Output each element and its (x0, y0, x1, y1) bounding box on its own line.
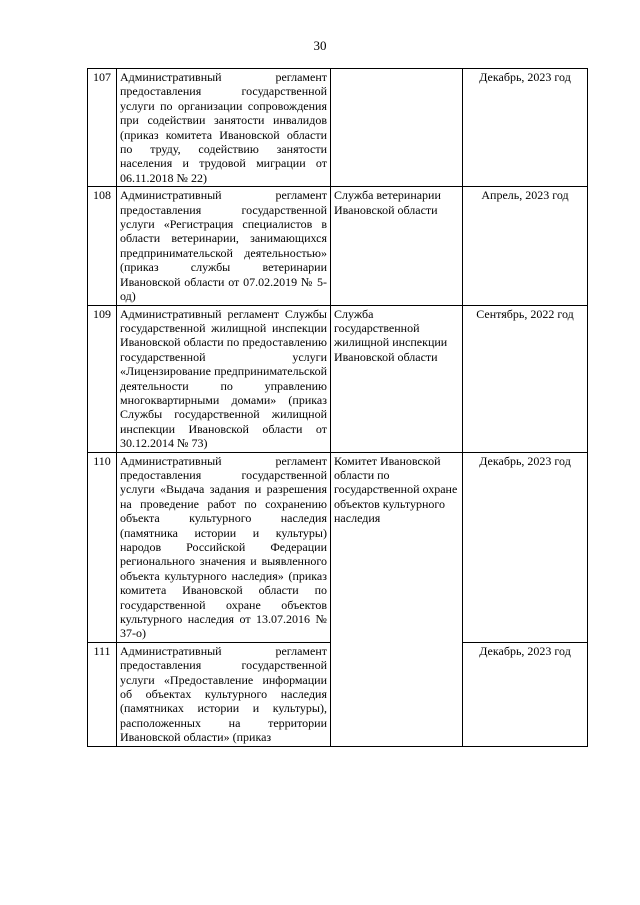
row-number: 107 (88, 69, 117, 187)
regulation-title: Административный регламент предоставления государственной услуги «Регистрация специалистов в области ветеринарии, занимающихся предпринимательской деятельностью» (приказ службы ветеринарии Ивановской области от 07.02.2019 № 5-од) (117, 187, 331, 305)
row-number: 109 (88, 305, 117, 452)
regulation-title: Административный регламент предоставления государственной услуги «Предоставление информации об объектах культурного наследия (памятниках истории и культуры), расположенных на территории Ивановской области» (приказ (117, 642, 331, 746)
deadline-date: Апрель, 2023 год (463, 187, 588, 305)
responsible-organization: Комитет Ивановской области по государственной охране объектов культурного наследия (331, 452, 463, 746)
row-number: 108 (88, 187, 117, 305)
table-row (88, 305, 588, 452)
row-number: 111 (88, 642, 117, 746)
responsible-organization: Служба ветеринарии Ивановской области (331, 187, 463, 305)
regulation-title: Административный регламент предоставления государственной услуги «Выдача задания и разрешения на проведение работ по сохранению объекта культурного наследия (памятника истории и культуры) народов Российской Федерации регионального значения и выявленного объекта культурного наследия» (приказ комитета Ивановской области по государственной охране объектов культурного наследия от 13.07.2016 № 37-о) (117, 452, 331, 642)
deadline-date: Декабрь, 2023 год (463, 642, 588, 746)
regulation-title: Административный регламент Службы государственной жилищной инспекции Ивановской области по предоставлению государственной услуги «Лицензирование предпринимательской деятельности по управлению многоквартирными домами» (приказ Службы государственной жилищной инспекции Ивановской области от 30.12.2014 № 73) (117, 305, 331, 452)
deadline-date: Сентябрь, 2022 год (463, 305, 588, 452)
table-row (88, 69, 588, 187)
regulations-table (87, 68, 588, 747)
regulation-title: Административный регламент предоставления государственной услуги по организации сопровождения при содействии занятости инвалидов (приказ комитета Ивановской области по труду, содействию занятости населения и трудовой миграции от 06.11.2018 № 22) (117, 69, 331, 187)
responsible-organization: Служба государственной жилищной инспекции Ивановской области (331, 305, 463, 452)
deadline-date: Декабрь, 2023 год (463, 69, 588, 187)
table-row (88, 452, 588, 642)
deadline-date: Декабрь, 2023 год (463, 452, 588, 642)
responsible-organization (331, 69, 463, 187)
page-number: 30 (313, 38, 327, 53)
row-number: 110 (88, 452, 117, 642)
table-row (88, 187, 588, 305)
